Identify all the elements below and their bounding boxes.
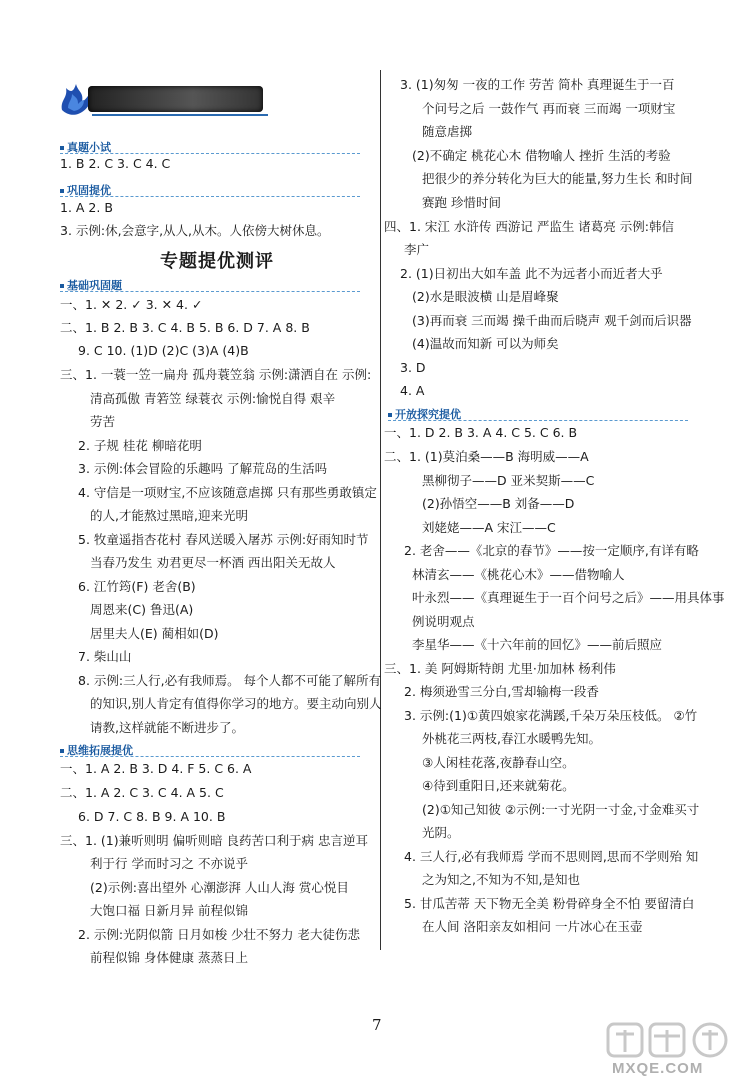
answer-line: 光阴。	[422, 825, 460, 840]
answer-line: 2. 梅须逊雪三分白,雪却输梅一段香	[404, 684, 599, 699]
answer-line: 1. A 2. B	[60, 200, 113, 215]
answer-line: 把很少的养分转化为巨大的能量,努力生长 和时间	[422, 171, 693, 186]
answer-line: 利于行 学而时习之 不亦说乎	[90, 856, 248, 871]
section-rule	[60, 291, 360, 292]
section-heading: 真题小试	[60, 139, 111, 155]
section-rule	[60, 756, 360, 757]
answer-line: (2)示例:喜出望外 心潮澎湃 人山人海 赏心悦目	[90, 880, 349, 895]
answer-line: (2)①知己知彼 ②示例:一寸光阴一寸金,寸金难买寸	[422, 802, 700, 817]
answer-line: 3. 示例:体会冒险的乐趣吗 了解荒岛的生活吗	[78, 461, 328, 476]
answer-line: ③人闲桂花落,夜静春山空。	[422, 755, 575, 770]
answer-line: 周恩来(C) 鲁迅(A)	[90, 602, 194, 617]
answer-line: 三、1. 一蓑一笠一扁舟 孤舟蓑笠翁 示例:潇洒自在 示例:	[60, 367, 372, 382]
section-heading: 巩固提优	[60, 182, 111, 198]
answer-line: 随意虐掷	[422, 124, 473, 139]
answer-line: 5. 甘瓜苦蒂 天下物无全美 粉骨碎身全不怕 要留清白	[404, 896, 695, 911]
answer-line: 请教,这样就能不断进步了。	[90, 720, 244, 735]
section-heading: 开放探究提优	[388, 406, 461, 422]
answer-line: (4)温故而知新 可以为师矣	[412, 336, 559, 351]
answer-line: 2. (1)日初出大如车盖 此不为远者小而近者大乎	[400, 266, 663, 281]
section-heading: 基础巩固题	[60, 277, 122, 293]
answer-line: 大饱口福 日新月异 前程似锦	[90, 903, 248, 918]
answer-line: 的知识,别人肯定有值得你学习的地方。要主动向别人	[90, 696, 382, 711]
answer-line: 四、1. 宋江 水浒传 西游记 严监生 诸葛亮 示例:韩信	[384, 219, 674, 234]
answer-line: (2)孙悟空——B 刘备——D	[422, 496, 575, 511]
answer-line: 7. 柴山山	[78, 649, 132, 664]
answer-line: 例说明观点	[412, 614, 475, 629]
watermark-logo-icon	[550, 1020, 740, 1065]
answer-line: 李星华——《十六年前的回忆》——前后照应	[412, 637, 663, 652]
answer-line: 刘姥姥——A 宋江——C	[422, 520, 556, 535]
answer-line: 李广	[404, 242, 430, 257]
page-title: 专题提优测评	[160, 251, 274, 272]
answer-line: 2. 老舍——《北京的春节》——按一定顺序,有详有略	[404, 543, 699, 558]
answer-line: 2. 示例:光阴似箭 日月如梭 少壮不努力 老大徒伤悲	[78, 927, 361, 942]
answer-line: 3. (1)匆匆 一夜的工作 劳苦 简朴 真理诞生于一百	[400, 77, 675, 92]
answer-line: 叶永烈——《真理诞生于一百个问号之后》——用具体事	[412, 590, 725, 605]
answer-line: 3. 示例:(1)①黄四娘家花满蹊,千朵万朵压枝低。 ②竹	[404, 708, 698, 723]
answer-line: 一、1. A 2. B 3. D 4. F 5. C 6. A	[60, 761, 252, 776]
answer-line: 居里夫人(E) 蔺相如(D)	[90, 626, 219, 641]
answer-line: 3. 示例:休,会意字,从人,从木。人依傍大树休息。	[60, 223, 330, 238]
answer-line: 4. A	[400, 383, 425, 398]
answer-line: 的人,才能熬过黑暗,迎来光明	[90, 508, 248, 523]
answer-line: 外桃花三两枝,春江水暖鸭先知。	[422, 731, 601, 746]
answer-line: 黑柳彻子——D 亚米契斯——C	[422, 473, 595, 488]
answer-line: 清高孤傲 青箬笠 绿蓑衣 示例:愉悦自得 艰辛	[90, 391, 336, 406]
answer-line: 8. 示例:三人行,必有我师焉。 每个人都不可能了解所有	[78, 673, 382, 688]
watermark-text: MXQE.COM	[612, 1060, 704, 1077]
answer-line: 在人间 洛阳亲友如相问 一片冰心在玉壶	[422, 919, 643, 934]
answer-line: 三、1. (1)兼听则明 偏听则暗 良药苦口利于病 忠言逆耳	[60, 833, 369, 848]
answer-line: 一、1. ✕ 2. ✓ 3. ✕ 4. ✓	[60, 297, 203, 312]
answer-line: 赛跑 珍惜时间	[422, 195, 501, 210]
answer-line: 一、1. D 2. B 3. A 4. C 5. C 6. B	[384, 425, 578, 440]
header-banner	[88, 86, 263, 112]
answer-line: 前程似锦 身体健康 蒸蒸日上	[90, 950, 248, 965]
answer-line: 之为知之,不知为不知,是知也	[422, 872, 580, 887]
answer-line: (2)水是眼波横 山是眉峰聚	[412, 289, 559, 304]
answer-line: 个问号之后 一鼓作气 再而衰 三而竭 一项财宝	[422, 101, 676, 116]
answer-line: 1. B 2. C 3. C 4. C	[60, 156, 171, 171]
answer-line: 9. C 10. (1)D (2)C (3)A (4)B	[78, 343, 249, 358]
answer-line: 三、1. 美 阿姆斯特朗 尤里·加加林 杨利伟	[384, 661, 616, 676]
answer-line: 6. D 7. C 8. B 9. A 10. B	[78, 809, 226, 824]
section-rule	[388, 420, 688, 421]
answer-line: ④待到重阳日,还来就菊花。	[422, 778, 575, 793]
answer-line: 2. 子规 桂花 柳暗花明	[78, 438, 202, 453]
answer-line: (3)再而衰 三而竭 操千曲而后晓声 观千剑而后识器	[412, 313, 692, 328]
header-banner-rule	[92, 114, 268, 116]
answer-line: 4. 三人行,必有我师焉 学而不思则罔,思而不学则殆 知	[404, 849, 699, 864]
answer-line: 3. D	[400, 360, 426, 375]
answer-line: 二、1. (1)莫泊桑——B 海明威——A	[384, 449, 589, 464]
answer-line: (2)不确定 桃花心木 借物喻人 挫折 生活的考验	[412, 148, 671, 163]
section-rule	[60, 153, 360, 154]
answer-line: 林清玄——《桃花心木》——借物喻人	[412, 567, 625, 582]
answer-line: 二、1. B 2. B 3. C 4. B 5. B 6. D 7. A 8. B	[60, 320, 310, 335]
section-heading: 思维拓展提优	[60, 742, 133, 758]
answer-line: 5. 牧童遥指杏花村 春风送暖入屠苏 示例:好雨知时节	[78, 532, 369, 547]
answer-line: 4. 守信是一项财宝,不应该随意虐掷 只有那些勇敢镇定	[78, 485, 377, 500]
section-rule	[60, 196, 360, 197]
column-divider	[380, 70, 381, 950]
answer-line: 二、1. A 2. C 3. C 4. A 5. C	[60, 785, 224, 800]
answer-line: 劳苦	[90, 414, 116, 429]
answer-line: 当春乃发生 劝君更尽一杯酒 西出阳关无故人	[90, 555, 336, 570]
page-number: 7	[372, 1016, 382, 1034]
answer-line: 6. 江竹筠(F) 老舍(B)	[78, 579, 196, 594]
